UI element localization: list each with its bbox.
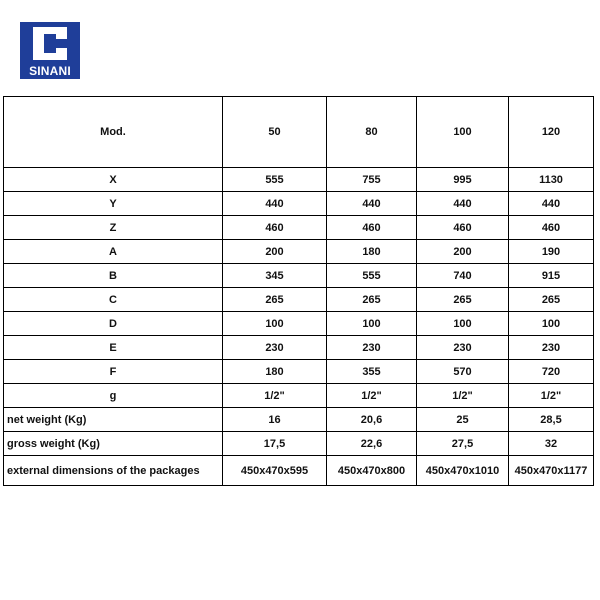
value-cell: 265 (417, 288, 509, 312)
header-cell-80: 80 (327, 97, 417, 168)
value-cell: 345 (223, 264, 327, 288)
value-cell: 230 (417, 336, 509, 360)
value-cell: 100 (509, 312, 594, 336)
specifications-table-body (4, 97, 594, 486)
value-cell: 440 (223, 192, 327, 216)
value-cell: 17,5 (223, 432, 327, 456)
row-label-cell: E (4, 336, 223, 360)
value-cell: 265 (327, 288, 417, 312)
row-label-cell: B (4, 264, 223, 288)
table-row (4, 384, 594, 408)
value-cell: 440 (509, 192, 594, 216)
value-cell: 230 (327, 336, 417, 360)
value-cell: 450x470x1177 (509, 456, 594, 486)
value-cell: 180 (327, 240, 417, 264)
row-label-cell: Y (4, 192, 223, 216)
value-cell: 740 (417, 264, 509, 288)
value-cell: 1/2" (327, 384, 417, 408)
table-row (4, 288, 594, 312)
value-cell: 265 (223, 288, 327, 312)
value-cell: 570 (417, 360, 509, 384)
header-cell-100: 100 (417, 97, 509, 168)
value-cell: 555 (223, 168, 327, 192)
value-cell: 755 (327, 168, 417, 192)
table-row (4, 408, 594, 432)
sinani-logo (20, 22, 80, 79)
row-label-cell: C (4, 288, 223, 312)
value-cell: 460 (223, 216, 327, 240)
value-cell: 100 (223, 312, 327, 336)
row-label-cell: D (4, 312, 223, 336)
row-label-cell: X (4, 168, 223, 192)
header-cell-120: 120 (509, 97, 594, 168)
value-cell: 1/2" (223, 384, 327, 408)
table-row (4, 168, 594, 192)
header-cell-50: 50 (223, 97, 327, 168)
value-cell: 1130 (509, 168, 594, 192)
row-label-cell: A (4, 240, 223, 264)
specifications-table (3, 96, 594, 486)
table-row (4, 456, 594, 486)
value-cell: 995 (417, 168, 509, 192)
row-label-cell: gross weight (Kg) (4, 432, 223, 456)
value-cell: 440 (327, 192, 417, 216)
value-cell: 32 (509, 432, 594, 456)
value-cell: 22,6 (327, 432, 417, 456)
value-cell: 265 (509, 288, 594, 312)
row-label-cell: net weight (Kg) (4, 408, 223, 432)
value-cell: 230 (223, 336, 327, 360)
logo-text: SINANI (29, 64, 71, 78)
value-cell: 27,5 (417, 432, 509, 456)
value-cell: 28,5 (509, 408, 594, 432)
row-label-cell: g (4, 384, 223, 408)
value-cell: 555 (327, 264, 417, 288)
value-cell: 450x470x1010 (417, 456, 509, 486)
table-row (4, 216, 594, 240)
value-cell: 25 (417, 408, 509, 432)
table-header-row (4, 97, 594, 168)
table-row (4, 240, 594, 264)
value-cell: 720 (509, 360, 594, 384)
value-cell: 100 (327, 312, 417, 336)
row-label-cell: external dimensions of the packages (4, 456, 223, 486)
table-row (4, 432, 594, 456)
value-cell: 460 (417, 216, 509, 240)
value-cell: 20,6 (327, 408, 417, 432)
header-cell-model: Mod. (4, 97, 223, 168)
value-cell: 180 (223, 360, 327, 384)
table-row (4, 264, 594, 288)
value-cell: 100 (417, 312, 509, 336)
value-cell: 355 (327, 360, 417, 384)
table-row (4, 192, 594, 216)
value-cell: 1/2" (417, 384, 509, 408)
value-cell: 460 (327, 216, 417, 240)
value-cell: 1/2" (509, 384, 594, 408)
row-label-cell: F (4, 360, 223, 384)
table-row (4, 312, 594, 336)
value-cell: 450x470x800 (327, 456, 417, 486)
value-cell: 200 (417, 240, 509, 264)
value-cell: 16 (223, 408, 327, 432)
logo-mark (20, 22, 80, 66)
value-cell: 190 (509, 240, 594, 264)
row-label-cell: Z (4, 216, 223, 240)
value-cell: 230 (509, 336, 594, 360)
table-row (4, 336, 594, 360)
table-row (4, 360, 594, 384)
value-cell: 915 (509, 264, 594, 288)
value-cell: 460 (509, 216, 594, 240)
value-cell: 440 (417, 192, 509, 216)
value-cell: 200 (223, 240, 327, 264)
value-cell: 450x470x595 (223, 456, 327, 486)
